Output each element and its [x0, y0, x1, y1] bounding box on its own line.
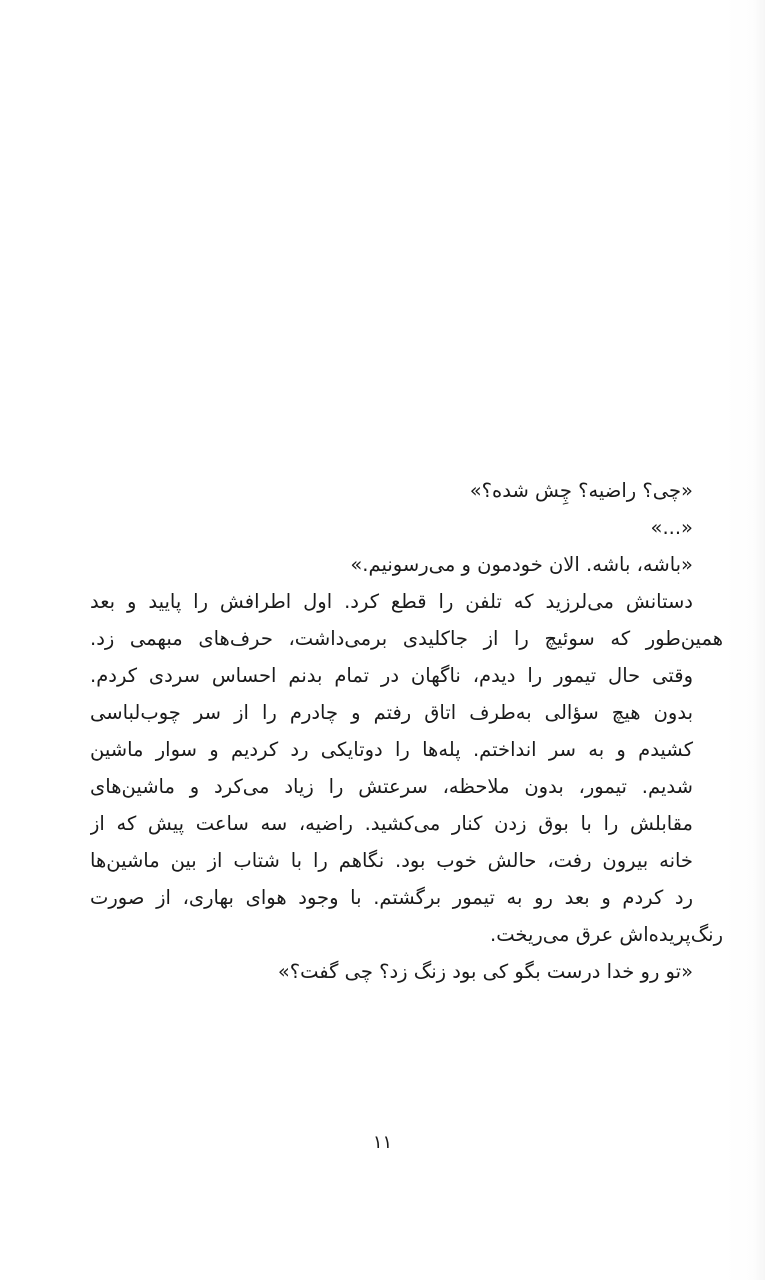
paragraph-line: همین‌طور که سوئیچ را از جاکلیدی برمی‌داشت، حرف‌های مبهمی زد. — [90, 627, 723, 650]
paragraph-line: وقتی حال تیمور را دیدم، ناگهان در تمام بدنم احساس سردی کردم. — [90, 664, 693, 687]
paragraph-line: خانه بیرون رفت، حالش خوب بود. نگاهم را با شتاب از بین ماشین‌ها — [90, 849, 693, 872]
dialogue-line: «چی؟ راضیه؟ چِش شده؟» — [469, 479, 693, 502]
body-text — [90, 472, 723, 990]
paragraph-line: رنگ‌پریده‌اش عرق می‌ریخت. — [490, 923, 723, 946]
paragraph-line: مقابلش را با بوق زدن کنار می‌کشید. راضیه، سه ساعت پیش که از — [90, 812, 693, 835]
dialogue-line: «...» — [650, 516, 693, 539]
paragraph-line: کشیدم و به سر انداختم. پله‌ها را دوتایکی رد کردیم و سوار ماشین — [90, 738, 693, 761]
dialogue-line: «باشه، باشه. الان خودمون و می‌رسونیم.» — [350, 553, 693, 576]
page-number: ۱۱ — [372, 1132, 393, 1153]
dialogue-line: «تو رو خدا درست بگو کی بود زنگ زد؟ چی گفت؟» — [277, 960, 693, 983]
paragraph-line: رد کردم و بعد رو به تیمور برگشتم. با وجود هوای بهاری، از صورت — [90, 886, 693, 909]
paragraph-line: بدون هیچ سؤالی به‌طرف اتاق رفتم و چادرم را از سر چوب‌لباسی — [90, 701, 693, 724]
paragraph-line: دستانش می‌لرزید که تلفن را قطع کرد. اول اطرافش را پایید و بعد — [90, 590, 693, 613]
paragraph-line: شدیم. تیمور، بدون ملاحظه، سرعتش را زیاد می‌کرد و ماشین‌های — [90, 775, 693, 798]
